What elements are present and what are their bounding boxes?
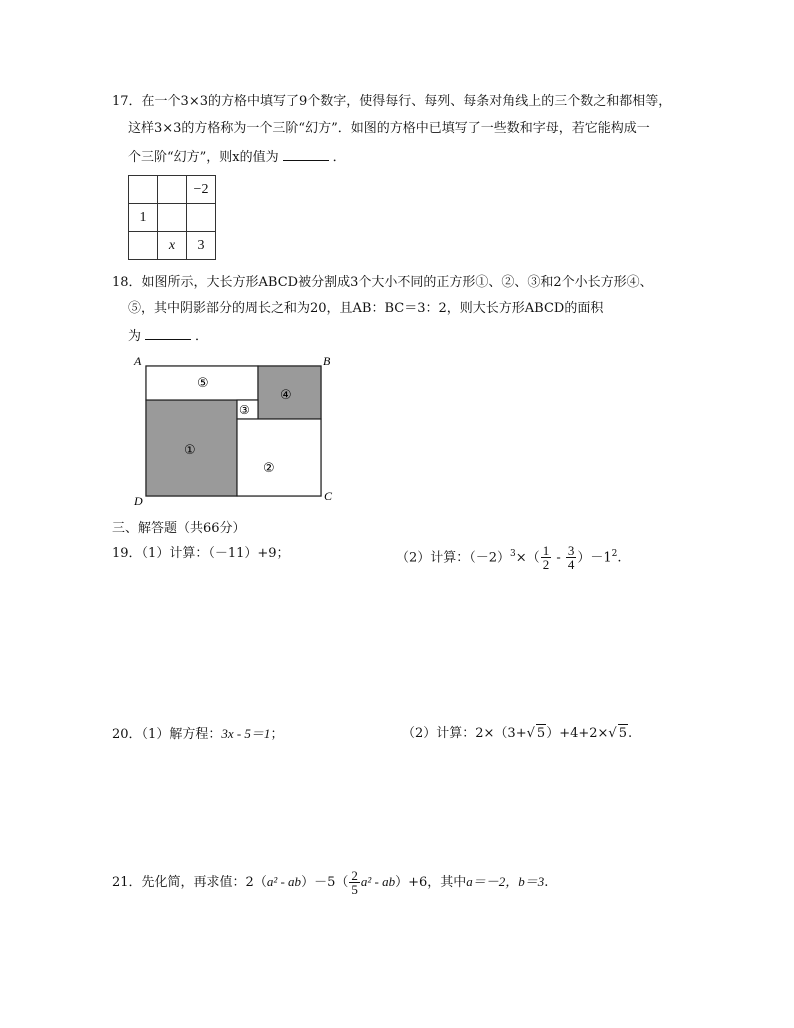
sqrt-sign: √ — [526, 726, 535, 741]
q19-part2: （2）计算：$(-2)^3\times$（ $\frac{1}{2}$ - $\frac{3}{4}$ ）$-1^2$. — [396, 543, 622, 573]
answer-blank[interactable] — [283, 148, 329, 161]
label-c: C — [324, 489, 333, 503]
grid-cell: 3 — [187, 232, 216, 260]
q17-line3: 个三阶“幻方”，则x的值为 ． — [128, 150, 346, 165]
grid-cell — [187, 204, 216, 232]
label-rect5: ⑤ — [197, 376, 209, 391]
label-b: B — [323, 354, 331, 368]
section-title: 三、解答题（共66分） — [112, 521, 246, 536]
grid-cell — [158, 204, 187, 232]
sqrt-sign: √ — [608, 726, 617, 741]
fraction: $\frac{1}{2}$ — [542, 543, 550, 573]
q17-line2: 这样3×3的方格称为一个三阶“幻方”．如图的方格中已填写了一些数和字母，若它能构成一 — [128, 121, 650, 136]
grid-cell — [129, 232, 158, 260]
label-rect4: ④ — [280, 388, 292, 403]
magic-square-grid — [128, 175, 216, 260]
grid-cell: x — [158, 232, 187, 260]
fraction: $\frac{3}{4}$ — [567, 543, 575, 573]
q18-line2: ⑤，其中阴影部分的周长之和为20，且AB：BC＝3：2，则大长方形ABCD的面积 — [128, 301, 604, 316]
label-a: A — [134, 354, 142, 368]
label-d: D — [134, 494, 143, 508]
q18-number: 18． — [112, 275, 142, 290]
fraction: $\frac{2}{5}$ — [351, 868, 358, 897]
grid-cell: 1 — [129, 204, 158, 232]
rectangle-figure — [125, 350, 340, 512]
q18-line3: 为 ． — [128, 329, 209, 344]
q21: 21．先化简，再求值：2（a² - ab）－5（ $\frac{2}{5}$ a² - ab）+6，其中a＝－2，b＝3. — [112, 868, 549, 897]
grid-cell: −2 — [187, 176, 216, 204]
square-2 — [237, 419, 321, 496]
q20-part2: （2）计算：2×（3+√ 5）+4+2×√ 5. — [402, 726, 633, 741]
label-sq3: ③ — [239, 403, 250, 417]
answer-blank[interactable] — [145, 327, 191, 340]
grid-cell — [158, 176, 187, 204]
q18-line1: 18．如图所示，大长方形ABCD被分割成3个大小不同的正方形①、②、③和2个小长方形④、 — [112, 275, 653, 290]
grid-cell — [129, 176, 158, 204]
q20-part1: 20．（1）解方程：3x - 5＝1； — [112, 726, 284, 742]
q19-part1: 19．（1）计算：（－11）+9； — [112, 546, 290, 561]
label-sq2: ② — [263, 461, 275, 476]
label-sq1: ① — [184, 443, 196, 458]
q17-line1: 17．在一个3×3的方格中填写了9个数字，使得每行、每列、每条对角线上的三个数之和都相等， — [112, 94, 672, 109]
q17-number: 17． — [112, 94, 142, 109]
